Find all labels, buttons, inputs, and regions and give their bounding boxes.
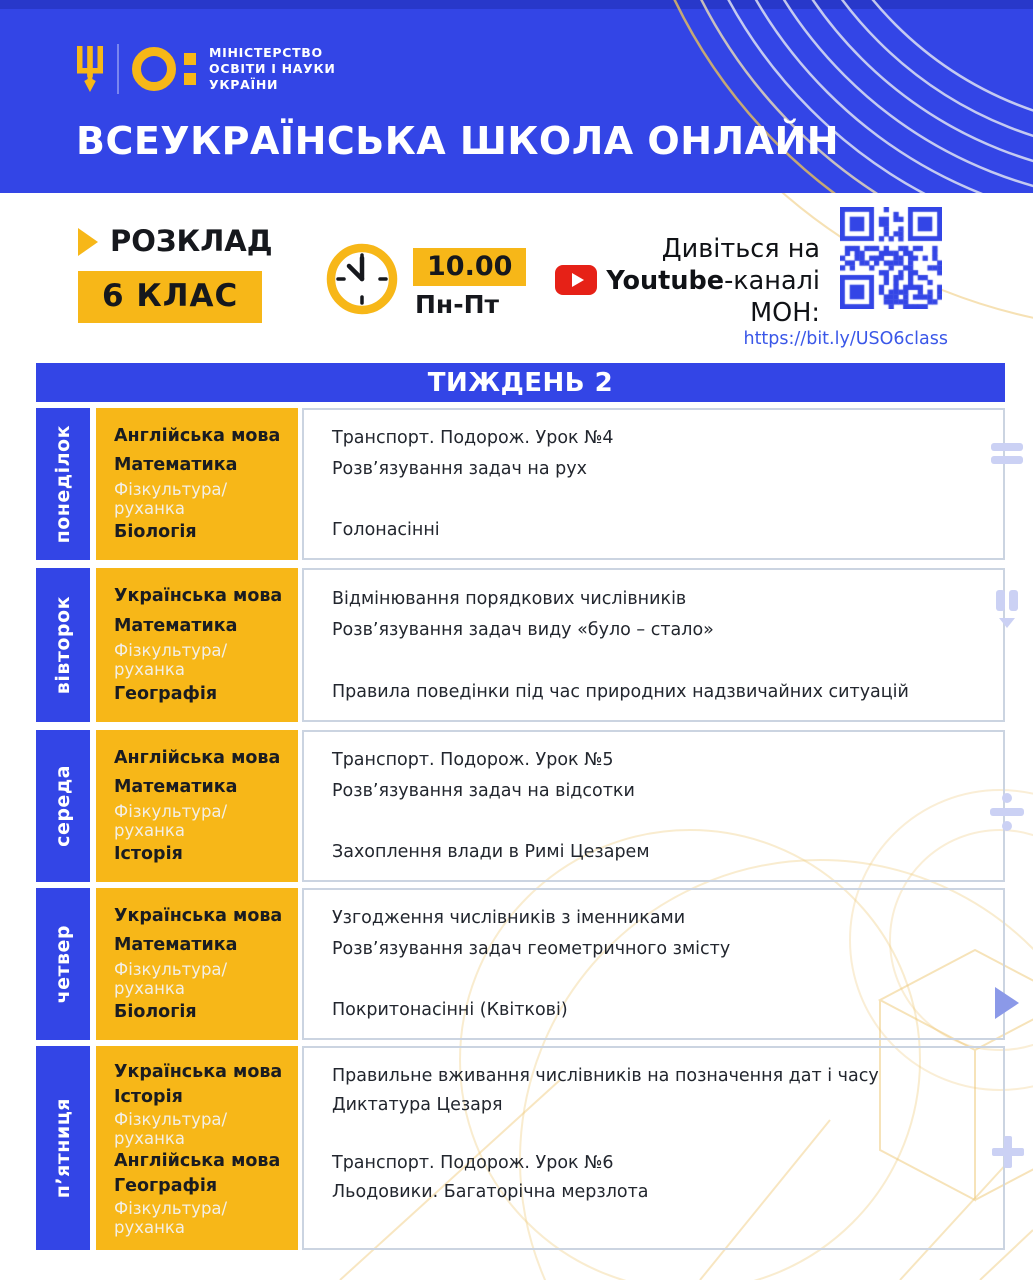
subject-label: Англійська мова — [114, 747, 281, 768]
subject-label: Математика — [114, 454, 238, 475]
youtube-icon — [555, 265, 597, 295]
day-block-1 — [36, 408, 1005, 560]
lesson-topic: Відмінювання порядкових числівників — [332, 588, 687, 609]
topics-box — [302, 1046, 1005, 1250]
day-name-label: четвер — [36, 888, 90, 1040]
day-block-5 — [36, 1046, 1005, 1250]
subject-label: Українська мова — [114, 1061, 283, 1082]
logo-divider — [117, 44, 119, 94]
lesson-topic — [332, 1119, 1003, 1148]
watch-line-1: Дивіться на — [661, 234, 820, 264]
ministry-line-2: ОСВІТИ І НАУКИ — [209, 61, 336, 76]
ministry-logo-row — [76, 36, 336, 102]
schedule-label: РОЗКЛАД — [110, 224, 273, 258]
clock-icon — [325, 242, 399, 316]
day-name-label: вівторок — [36, 568, 90, 722]
subject-label: Фізкультура/руханка — [114, 641, 228, 679]
subject-label: Англійська мова — [114, 425, 281, 446]
day-name-label: понеділок — [36, 408, 90, 560]
subject-label: Фізкультура/руханка — [114, 1199, 228, 1237]
subject-label: Історія — [114, 844, 183, 865]
mon-logo-colon — [184, 53, 196, 85]
subject-label: Англійська мова — [114, 1150, 281, 1171]
lesson-topic — [332, 645, 1003, 676]
youtube-word: Youtube — [606, 266, 725, 296]
subject-label: Фізкультура/руханка — [114, 959, 228, 998]
subject-label: Українська мова — [114, 586, 283, 606]
qr-link[interactable]: https://bit.ly/USO6class — [743, 329, 948, 349]
channel-word: -каналі — [724, 266, 820, 296]
subject-label: Географія — [114, 1176, 218, 1197]
ministry-line-1: МІНІСТЕРСТВО — [209, 45, 323, 60]
watch-line-3: МОН: — [750, 298, 820, 328]
qr-code — [840, 207, 942, 309]
topics-box — [302, 408, 1005, 560]
watch-line-2 — [500, 265, 820, 297]
grade-badge: 6 КЛАС — [78, 271, 262, 323]
subjects-box — [96, 408, 298, 560]
subject-label: Фізкультура/руханка — [114, 1110, 228, 1148]
lesson-topic — [332, 806, 1003, 837]
lesson-topic: Розв’язування задач виду «було – стало» — [332, 619, 714, 640]
lesson-topic — [332, 1206, 1003, 1235]
lesson-topic: Захоплення влади в Римі Цезарем — [332, 841, 650, 862]
subject-label: Математика — [114, 776, 238, 797]
subject-label: Фізкультура/руханка — [114, 801, 228, 840]
lesson-topic: Транспорт. Подорож. Урок №5 — [332, 750, 614, 771]
subject-label: Математика — [114, 934, 238, 955]
lesson-topic: Розв’язування задач на відсотки — [332, 780, 635, 801]
topics-box — [302, 568, 1005, 722]
poster-title: ВСЕУКРАЇНСЬКА ШКОЛА ОНЛАЙН — [76, 119, 840, 163]
subject-label: Біологія — [114, 522, 197, 543]
week-banner: ТИЖДЕНЬ 2 — [36, 363, 1005, 402]
lesson-topic: Транспорт. Подорож. Урок №4 — [332, 428, 614, 449]
lesson-topic: Транспорт. Подорож. Урок №6 — [332, 1152, 614, 1173]
lesson-topic: Покритонасінні (Квіткові) — [332, 999, 568, 1020]
day-name-label: п’ятниця — [36, 1046, 90, 1250]
day-name-label: середа — [36, 730, 90, 882]
time-badge: 10.00 — [413, 248, 526, 286]
ministry-name — [209, 45, 336, 93]
lesson-topic: Правильне вживання числівників на позначення дат і часу — [332, 1065, 879, 1086]
subject-label: Історія — [114, 1087, 183, 1108]
day-block-4 — [36, 888, 1005, 1040]
ministry-line-3: УКРАЇНИ — [209, 77, 279, 92]
mon-logo-icon — [132, 47, 196, 91]
lesson-topic: Розв’язування задач геометричного змісту — [332, 938, 731, 959]
topics-box — [302, 888, 1005, 1040]
lesson-topic — [332, 484, 1003, 515]
subjects-box — [96, 730, 298, 882]
weekdays-range: Пн-Пт — [415, 290, 499, 319]
subjects-box — [96, 888, 298, 1040]
subject-label: Географія — [114, 684, 218, 704]
lesson-topic: Диктатура Цезаря — [332, 1094, 503, 1115]
lesson-topic — [332, 964, 1003, 995]
lesson-topic: Розв’язування задач на рух — [332, 458, 587, 479]
subject-label: Українська мова — [114, 905, 283, 926]
lesson-topic: Голонасінні — [332, 519, 440, 540]
topics-box — [302, 730, 1005, 882]
arrow-icon — [78, 228, 98, 256]
subject-label: Математика — [114, 616, 238, 636]
subjects-box — [96, 1046, 298, 1250]
lesson-topic: Льодовики. Багаторічна мерзлота — [332, 1181, 649, 1202]
subjects-box — [96, 568, 298, 722]
day-block-3 — [36, 730, 1005, 882]
watch-on-youtube — [500, 233, 820, 329]
mon-logo-ring — [132, 47, 176, 91]
subject-label: Фізкультура/руханка — [114, 479, 228, 518]
lesson-topic: Узгодження числівників з іменниками — [332, 908, 686, 929]
header — [0, 0, 1033, 193]
subject-label: Біологія — [114, 1002, 197, 1023]
lesson-topic: Правила поведінки під час природних надзвичайних ситуацій — [332, 681, 909, 702]
trident-icon — [76, 46, 104, 92]
day-block-2 — [36, 568, 1005, 722]
